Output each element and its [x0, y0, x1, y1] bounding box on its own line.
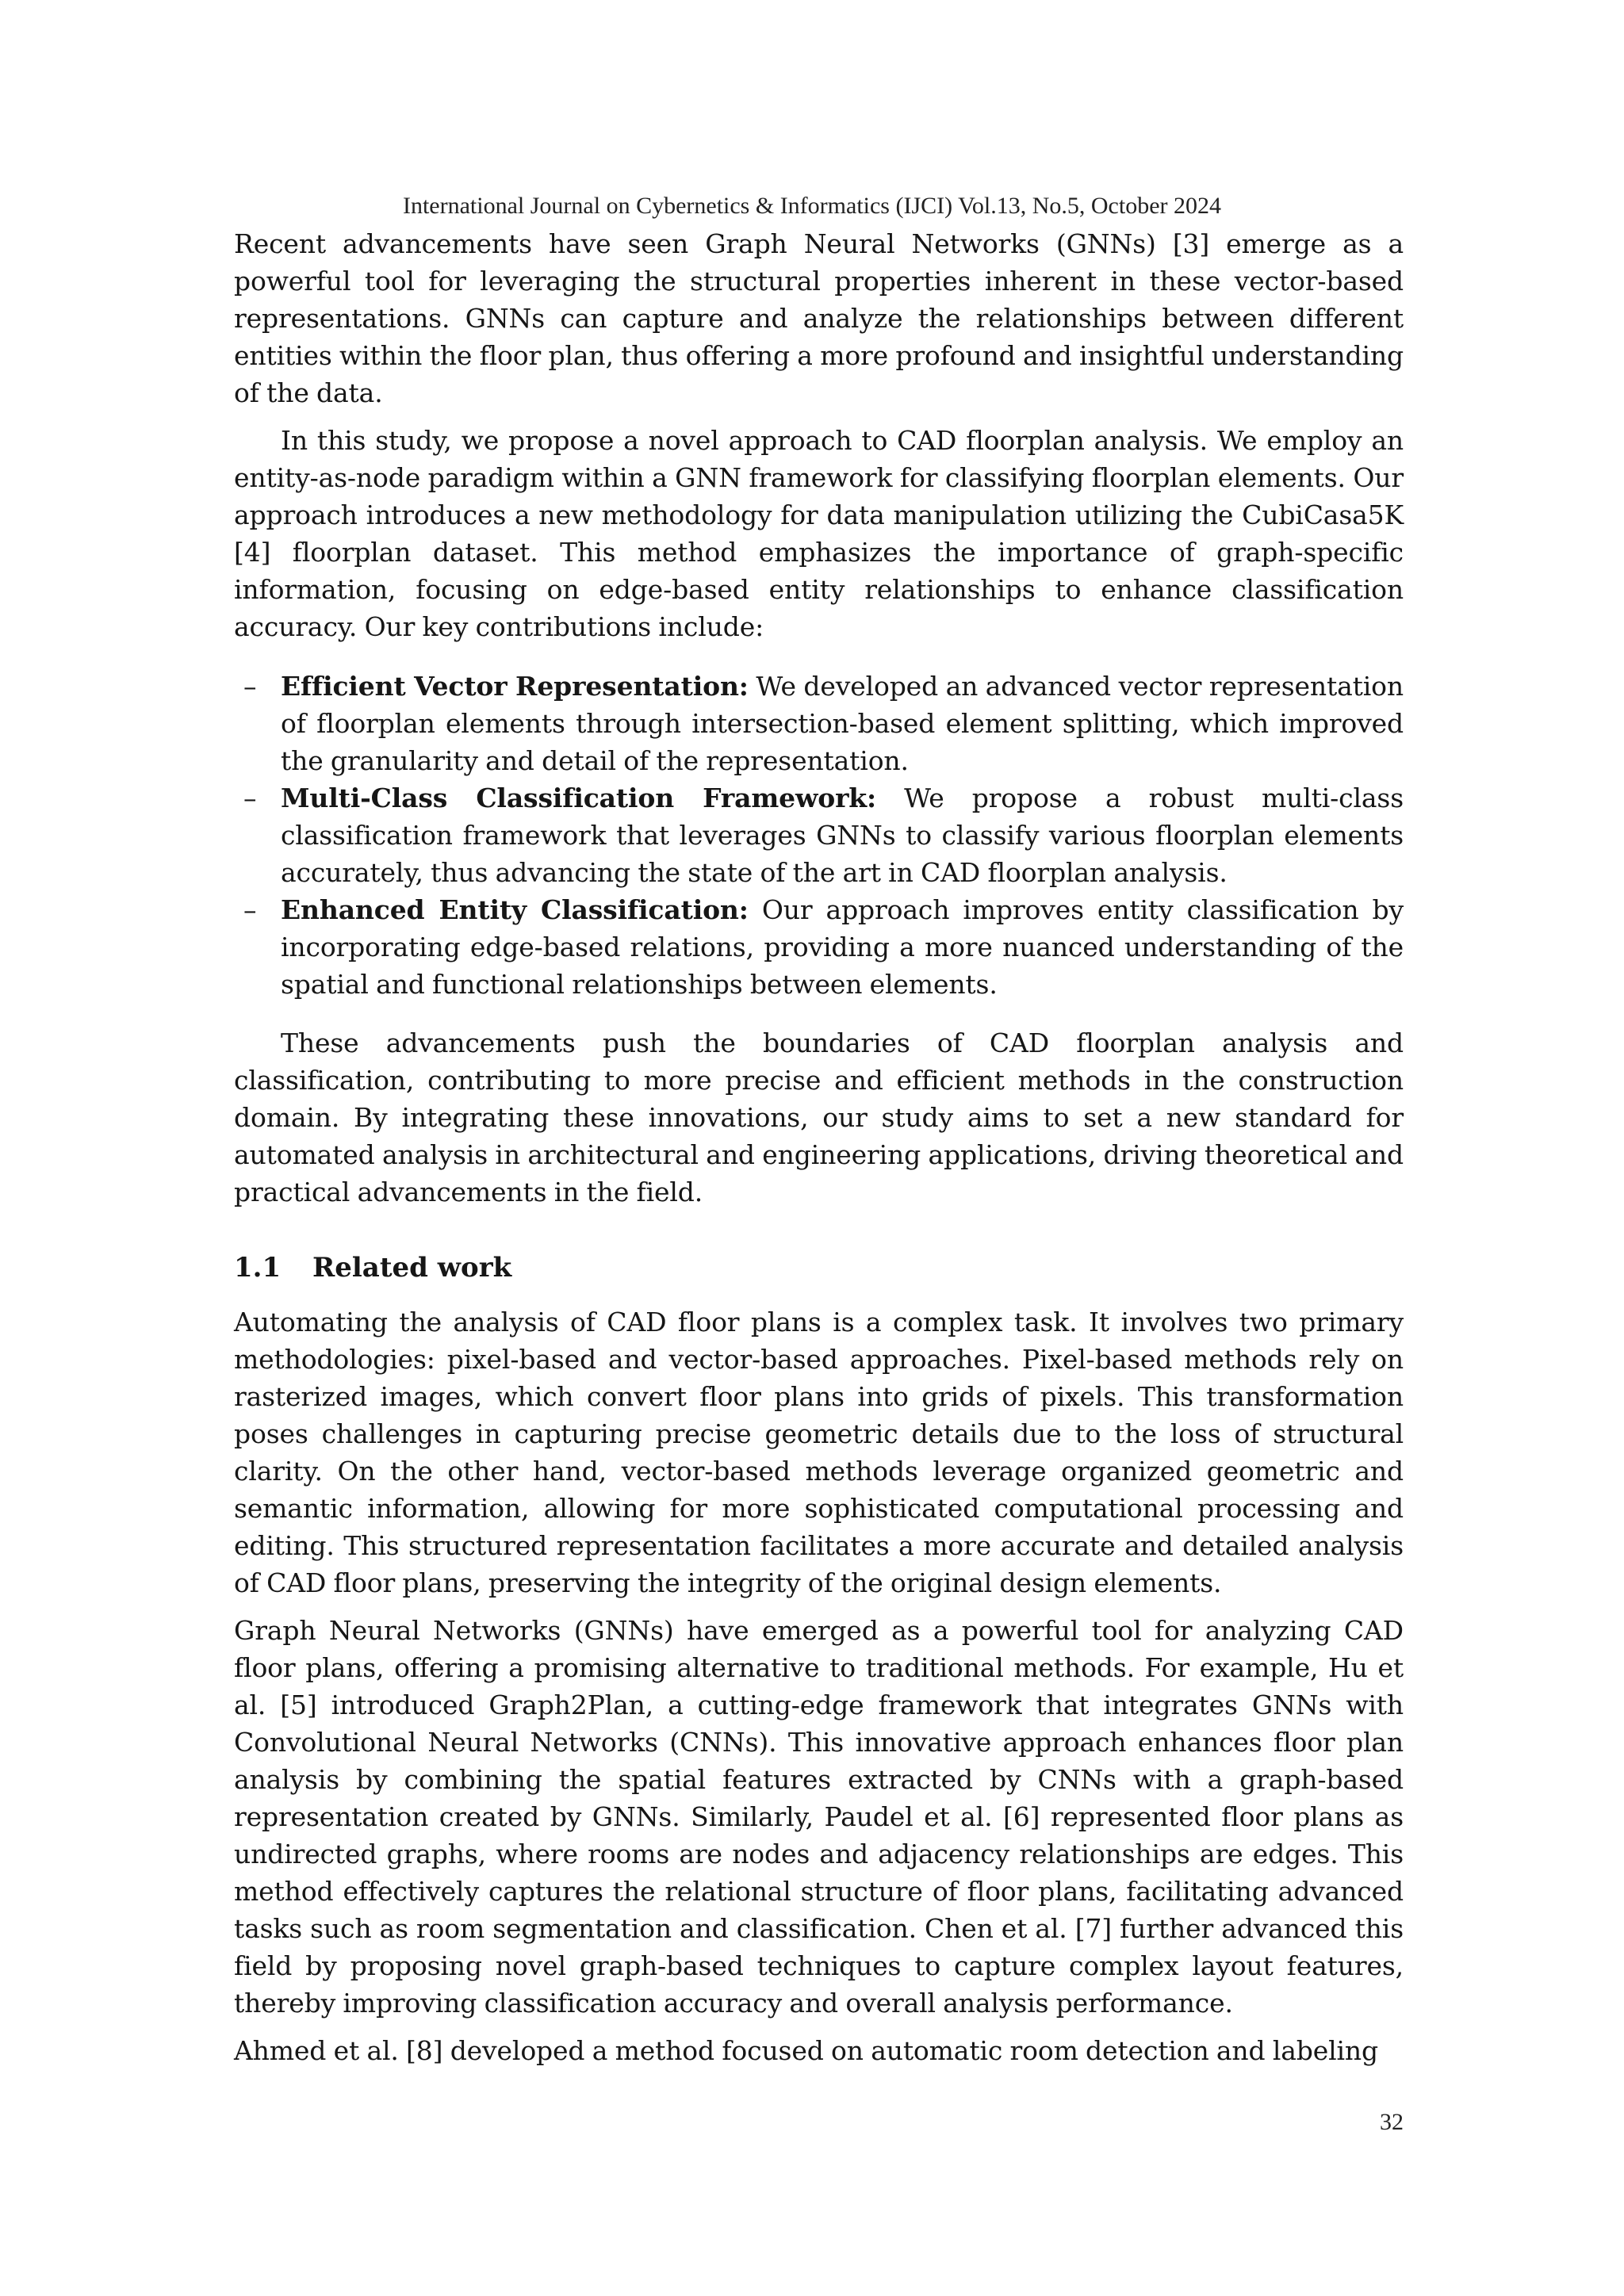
- page-number: 32: [1380, 2109, 1404, 2135]
- contribution-term: Efficient Vector Representation:: [281, 671, 749, 702]
- paragraph-automation: Automating the analysis of CAD floor plans is a complex task. It involves two primary methodologies: pixel-based and vector-based approaches. Pixel-based methods rely on rasterized images, which convert floor plans into grids of pixels. This transformation poses challenges in capturing precise geometric details due to the loss of structural clarity. On the other hand, vector-based methods leverage organized geometric and semantic information, allowing for more sophisticated computational processing and editing. This structured representation facilitates a more accurate and detailed analysis of CAD floor plans, preserving the integrity of the original design elements.: [234, 1307, 1404, 1598]
- list-dash: –: [243, 894, 257, 925]
- list-item: [234, 891, 1404, 1003]
- list-item: [234, 779, 1404, 891]
- paragraph-ahmed: Ahmed et al. [8] developed a method focused on automatic room detection and labeling: [234, 2035, 1379, 2066]
- section-title: Related work: [312, 1252, 512, 1284]
- section-heading: [234, 1249, 1404, 1287]
- contribution-term: Multi-Class Classification Framework:: [281, 783, 877, 813]
- body-text: [234, 225, 1404, 2069]
- list-dash: –: [243, 671, 257, 702]
- list-item: [234, 668, 1404, 779]
- paragraph-gnn-intro: Recent advancements have seen Graph Neural Networks (GNNs) [3] emerge as a powerful tool for leveraging the structural properties inherent in these vector-based representations. GNNs can capture and analyze the relationships between different entities within the floor plan, thus offering a more profound and insightful understanding of the data.: [234, 228, 1404, 408]
- contribution-text: We developed an advanced vector representation of floorplan elements through intersection-based element splitting, which improved the granularity and detail of the representation.: [281, 671, 1404, 776]
- list-dash: –: [243, 783, 257, 813]
- contribution-term: Enhanced Entity Classification:: [281, 894, 749, 925]
- contribution-text: We propose a robust multi-class classification framework that leverages GNNs to classify various floorplan elements accurately, thus advancing the state of the art in CAD floorplan analysis.: [281, 783, 1404, 888]
- journal-header: International Journal on Cybernetics & Informatics (IJCI) Vol.13, No.5, October 2024: [402, 193, 1221, 219]
- paragraph-gnn-floorplans: Graph Neural Networks (GNNs) have emerged as a powerful tool for analyzing CAD floor plans, offering a promising alternative to traditional methods. For example, Hu et al. [5] introduced Graph2Plan, a cutting-edge framework that integrates GNNs with Convolutional Neural Networks (CNNs). This innovative approach enhances floor plan analysis by combining the spatial features extracted by CNNs with a graph-based representation created by GNNs. Similarly, Paudel et al. [6] represented floor plans as undirected graphs, where rooms are nodes and adjacency relationships are edges. This method effectively captures the relational structure of floor plans, facilitating advanced tasks such as room segmentation and classification. Chen et al. [7] further advanced this field by proposing novel graph-based techniques to capture complex layout features, thereby improving classification accuracy and overall analysis performance.: [234, 1615, 1404, 2019]
- contribution-text: Our approach improves entity classification by incorporating edge-based relations, providing a more nuanced understanding of the spatial and functional relationships between elements.: [281, 894, 1404, 1000]
- paragraph-study-overview: In this study, we propose a novel approach to CAD floorplan analysis. We employ an entity-as-node paradigm within a GNN framework for classifying floorplan elements. Our approach introduces a new methodology for data manipulation utilizing the CubiCasa5K [4] floorplan dataset. This method emphasizes the importance of graph-specific information, focusing on edge-based entity relationships to enhance classification accuracy. Our key contributions include:: [234, 425, 1404, 642]
- section-number: 1.1: [234, 1252, 282, 1284]
- paragraph-advancements: These advancements push the boundaries of CAD floorplan analysis and classification, contributing to more precise and efficient methods in the construction domain. By integrating these innovations, our study aims to set a new standard for automated analysis in architectural and engineering applications, driving theoretical and practical advancements in the field.: [234, 1027, 1404, 1207]
- contributions-list: [234, 668, 1404, 1003]
